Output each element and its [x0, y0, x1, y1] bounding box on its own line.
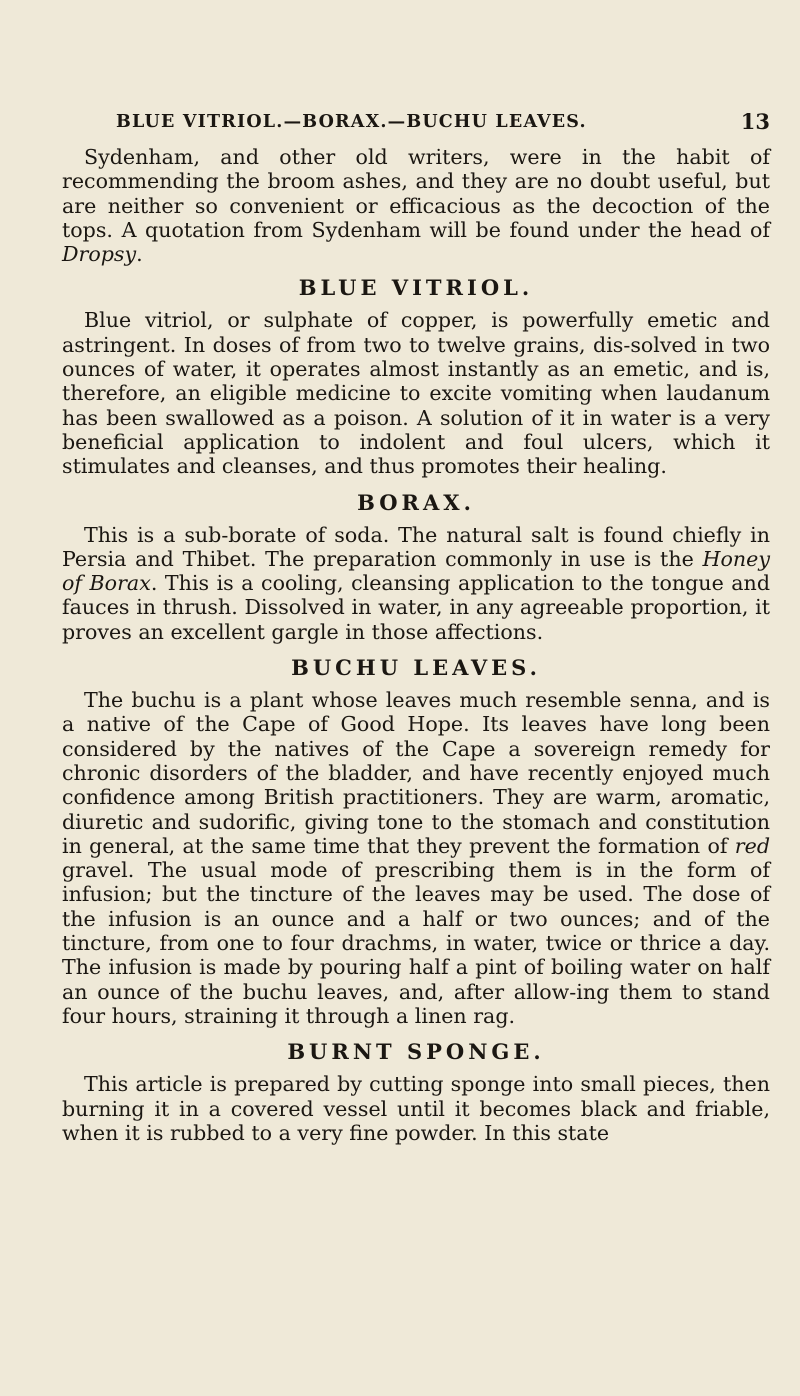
heading-burnt-sponge: BURNT SPONGE. [287, 1039, 545, 1065]
heading-buchu-leaves: BUCHU LEAVES. [291, 655, 541, 681]
dropsy-reference: Dropsy [62, 242, 137, 267]
borax-paragraph: This is a sub-borate of soda. The natural salt is found chiefly in Persia and Thibet. The preparation commonly in use is the Honey of Borax. This is a cooling, cleansing application to the tongue and fauces in thrush. Dissolved in water, in any agreeable proportion, it proves an excellent gargle in those affections. [62, 522, 771, 644]
page-number: 13 [740, 109, 770, 134]
heading-blue-vitriol: BLUE VITRIOL. [298, 275, 534, 301]
intro-paragraph: Sydenham, and other old writers, were in the habit of recommending the broom ashes, and they are no doubt useful, but are neither so convenient or efficacious as the decoction of the tops. A quotation from Sydenham will be found under the head of Dropsy. [62, 145, 770, 267]
running-title: BLUE VITRIOL.—BORAX.—BUCHU LEAVES. [116, 112, 587, 132]
burnt-sponge-paragraph: This article is prepared by cutting sponge into small pieces, then burning it in a covered vessel until it becomes black and friable, when it is rubbed to a very fine powder. In this state [62, 1072, 770, 1145]
running-head [62, 109, 770, 148]
body-text [62, 145, 770, 1145]
heading-borax: BORAX. [357, 489, 475, 515]
buchu-leaves-paragraph: The buchu is a plant whose leaves much resemble senna, and is a native of the Cape of Good Hope. Its leaves have long been considered by the natives of the Cape a sovereign remedy for chronic disorders of the bladder, and have recently enjoyed much confidence among British practitioners. They are warm, aromatic, diuretic and sudorific, giving tone to the stomach and constitution in general, at the same time that they prevent the formation of red gravel. The usual mode of prescribing them is in the form of infusion; but the tincture of the leaves may be used. The dose of the infusion is an ounce and a half or two ounces; and of the tincture, from one to four drachms, in water, twice or thrice a day. The infusion is made by pouring half a pint of boiling water on half an ounce of the buchu leaves, and, after allow-ing them to stand four hours, straining it through a linen rag. [62, 688, 770, 1028]
honey-of-borax-reference: Honey of Borax [62, 546, 770, 596]
red-emphasis: red [734, 833, 770, 858]
blue-vitriol-paragraph: Blue vitriol, or sulphate of copper, is powerfully emetic and astringent. In doses of from two to twelve grains, dis-solved in two ounces of water, it operates almost instantly as an emetic, and is, therefore, an eligible medicine to excite vomiting when laudanum has been swallowed as a poison. A solution of it in water is a very beneficial application to indolent and foul ulcers, which it stimulates and cleanses, and thus promotes their healing. [62, 308, 770, 479]
